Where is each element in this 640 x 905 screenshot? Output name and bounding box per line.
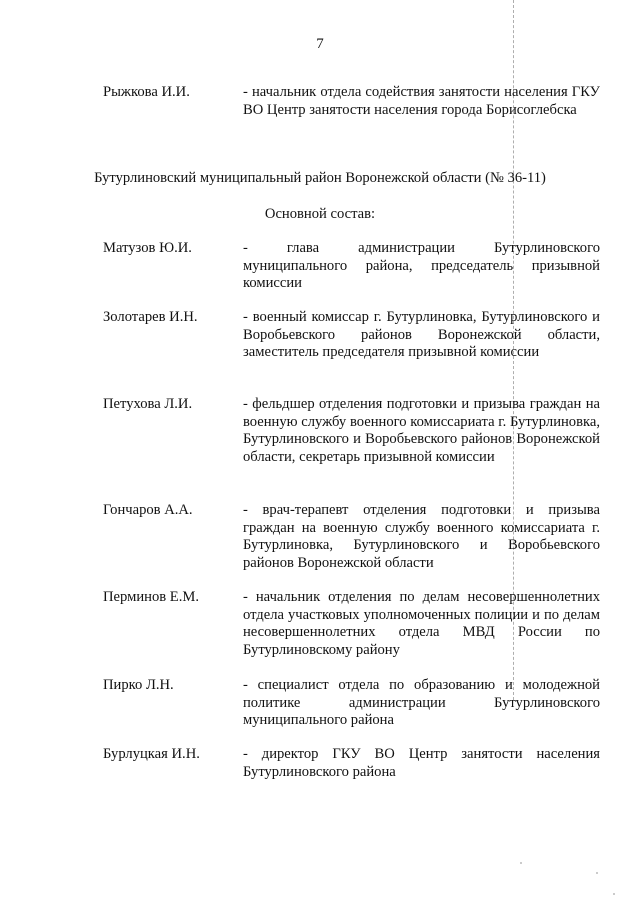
district-title: Бутурлиновский муниципальный район Воронежской области (№ 36-11): [94, 170, 546, 186]
member-name: Матузов Ю.И.: [103, 240, 192, 256]
member-role: - глава администрации Бутурлиновского муниципального района, председатель призывной комиссии: [243, 240, 600, 291]
member-name: Пирко Л.Н.: [103, 677, 174, 693]
composition-subtitle: Основной состав:: [264, 206, 376, 222]
member-name: Перминов Е.М.: [103, 589, 199, 605]
member-name: Петухова Л.И.: [103, 396, 193, 412]
member-role: - врач-терапевт отделения подготовки и призыва граждан на военную службу военного комиссариата г. Бутурлиновка, Бутурлиновского и Воробьевского районов Воронежской области: [243, 502, 600, 571]
member-role: - фельдшер отделения подготовки и призыва граждан на военную службу военного комиссариата г. Бутурлиновка, Бутурлиновского и Воробьевского районов Воронежской области, секретарь призывной комиссии: [243, 396, 600, 465]
member-name: Гончаров А.А.: [103, 502, 193, 518]
scan-speck: [520, 862, 522, 864]
member-name: Бурлуцкая И.Н.: [103, 746, 200, 762]
member-name: Рыжкова И.И.: [103, 84, 190, 100]
member-role: - директор ГКУ ВО Центр занятости населения Бутурлиновского района: [243, 746, 600, 780]
member-name: Золотарев И.Н.: [103, 309, 198, 325]
scan-speck: [613, 893, 615, 895]
page-number: 7: [316, 36, 324, 52]
scan-speck: [596, 872, 598, 874]
member-role: - специалист отдела по образованию и молодежной политике администрации Бутурлиновского муниципального района: [243, 677, 600, 728]
member-role: - начальник отделения по делам несовершеннолетних отдела участковых уполномоченных полиции и по делам несовершеннолетних отдела МВД России по Бутурлиновскому району: [243, 589, 600, 658]
member-role: - начальник отдела содействия занятости населения ГКУ ВО Центр занятости населения города Борисоглебска: [243, 84, 600, 118]
member-role: - военный комиссар г. Бутурлиновка, Бутурлиновского и Воробьевского районов Воронежской области, заместитель председателя призывной комиссии: [243, 309, 600, 360]
